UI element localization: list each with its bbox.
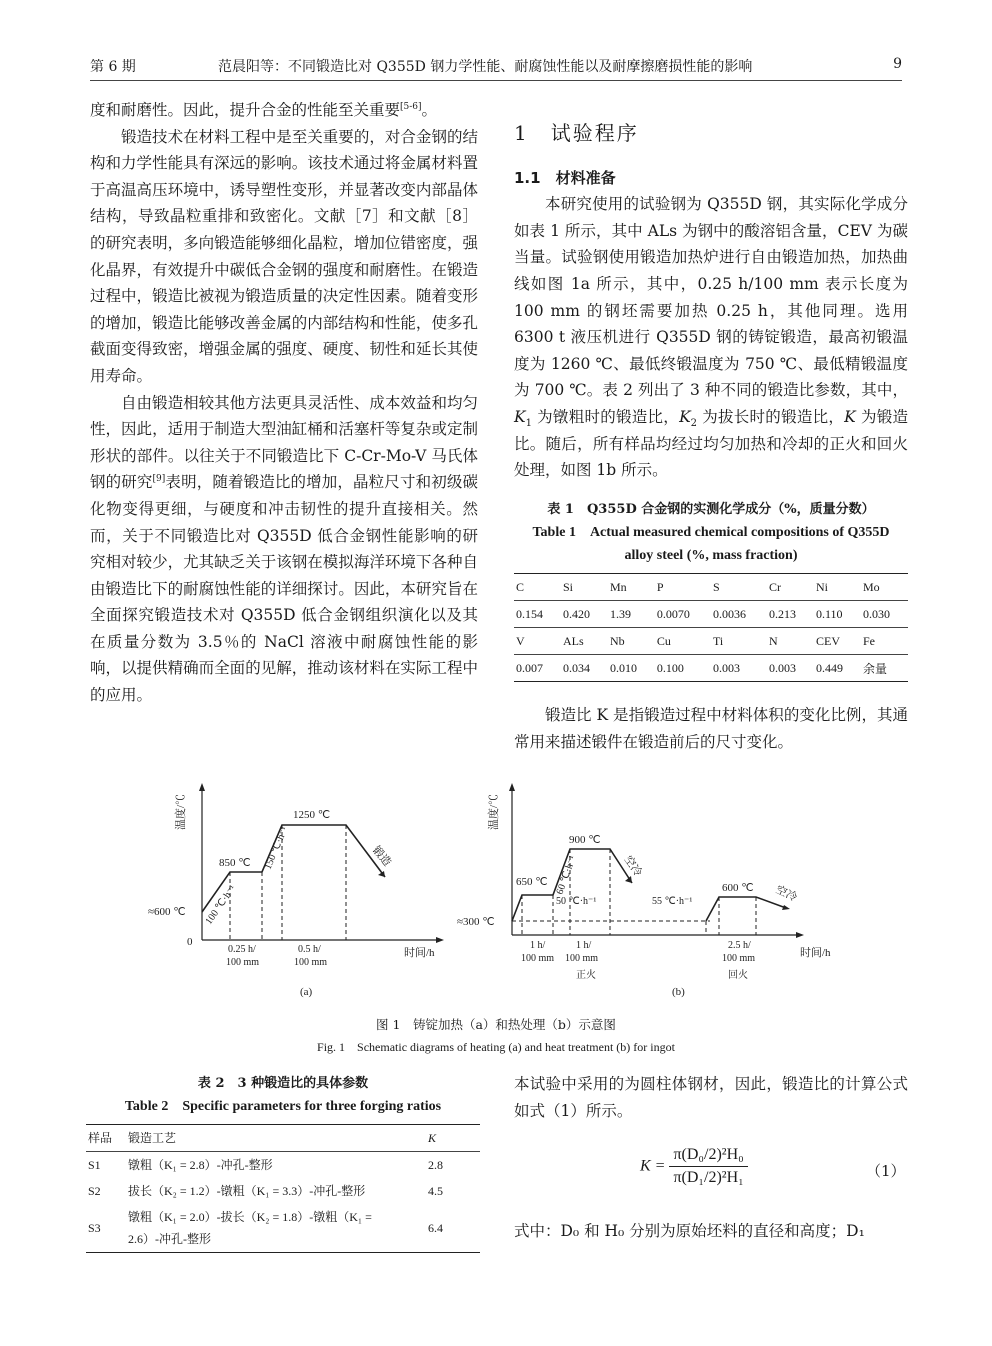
equation-denominator: π(D₁/2)²H₁ <box>673 1169 744 1186</box>
figure1b-rate-55: 55 ℃·h⁻¹ <box>652 896 693 907</box>
paragraph-continued: 度和耐磨性。因此，提升合金的性能至关重要[5-6]。 <box>90 101 438 119</box>
issue-number: 第 6 期 <box>90 59 136 75</box>
figure1b-temp-650: 650 ℃ <box>516 876 548 888</box>
right-column-footer-text <box>514 1218 908 1245</box>
figure1b-tick2: 1 h/ <box>576 940 592 951</box>
figure1b-panel-label: (b) <box>672 986 685 998</box>
page-number: 9 <box>893 56 902 72</box>
table1-caption-cn: 表 1 Q355D 合金钢的实测化学成分（%，质量分数） <box>547 502 875 517</box>
table-row: 0.007 0.034 0.010 0.100 0.003 0.003 0.449 余量 <box>516 660 887 676</box>
figure1a-origin: 0 <box>187 936 193 948</box>
equation-1 <box>640 1146 748 1187</box>
paragraph-forging-intro: 锻造技术在材料工程中是至关重要的，对合金钢的结构和力学性能具有深远的影响。该技术通过将金属材料置于高温高压环境中，诱导塑性变形，并显著改变内部晶体结构，导致晶粒重排和致密化。文献［7］和文献［8］的研究表明，多向锻造能够细化晶粒，增加位错密度，强化晶界，有效提升中碳低合金钢的强度和耐磨性。在锻造过程中，锻造比被视为锻造质量的决定性因素。随着变形的增加，锻造比能够改善金属的内部结构和性能，使多孔截面变得致密，增强金属的强度、硬度、韧性和延长其使用寿命。 <box>90 127 478 385</box>
paragraph-materials: 本研究使用的试验钢为 Q355D 钢，其实际化学成分如表 1 所示，其中 ALs 为钢中的酸溶铝含量，CEV 为碳当量。试验钢使用锻造加热炉进行自由锻造加热，加热曲线如图 1a 所示，其中，0.25 h/100 mm 表示长度为 100 mm 的钢坯需要加热 0.25 h，其他同理。选用 6300 t 液压机进行 Q355D 钢的铸锭锻造，最高初锻温度为 1260 ℃、最低终锻温度为 750 ℃、最低精锻温度为 700 ℃。表 2 列出了 3 种不同的锻造比参数，其中，$K_1$ 为镦粗时的锻造比，$K_2$ 为拔长时的锻造比，K 为锻造比。随后，所有样品均经过均匀加热和冷却的正火和回火处理，如图 1b 所示。 <box>514 195 908 480</box>
figure1a-tick1-unit: 100 mm <box>226 957 260 968</box>
table2-caption-cn: 表 2 3 种锻造比的具体参数 <box>197 1076 369 1091</box>
figure1a-panel-label: (a) <box>300 986 313 998</box>
table1-caption-en-2: alloy steel (%, mass fraction) <box>624 548 798 563</box>
figure1a-temp-850: 850 ℃ <box>219 857 251 869</box>
figure1b-ylabel: 温度/℃ <box>488 793 500 830</box>
figure1b-temp-900: 900 ℃ <box>569 834 601 846</box>
figure1a-xlabel: 时间/h <box>404 947 435 959</box>
paragraph-formula-intro: 本试验中采用的为圆柱体钢材，因此，锻造比的计算公式如式（1）所示。 <box>514 1075 908 1120</box>
equation-numerator: π(D₀/2)²H₀ <box>669 1146 747 1167</box>
left-column <box>90 97 478 709</box>
figure1a-ylabel: 温度/℃ <box>175 793 187 830</box>
right-column <box>514 104 908 484</box>
figure1-diagrams <box>0 775 992 1005</box>
figure1b-heat-treatment-diagram <box>457 783 831 998</box>
section-title: 1 试验程序 <box>514 121 639 145</box>
table-row: 0.154 0.420 1.39 0.0070 0.0036 0.213 0.110 0.030 <box>516 606 890 621</box>
table-row: S2 拔长（K₂ = 1.2）-镦粗（K₁ = 3.3）-冲孔-整形 4.5 <box>88 1184 443 1198</box>
figure1b-cool-label-2: 空冷 <box>773 883 799 905</box>
figure1a-temp-600: ≈600 ℃ <box>148 906 186 918</box>
figure1a-tick2-unit: 100 mm <box>294 957 328 968</box>
table-row: S1 镦粗（K₁ = 2.8）-冲孔-整形 2.8 <box>88 1158 443 1172</box>
paragraph-forging-ratio: 锻造比 K 是指锻造过程中材料体积的变化比例，其通常用来描述锻件在锻造前后的尺寸变化。 <box>514 706 908 751</box>
figure1b-tick1-unit: 100 mm <box>521 953 555 964</box>
figure1b-tick2-unit: 100 mm <box>565 953 599 964</box>
table-header-row: V ALs Nb Cu Ti N CEV Fe <box>514 628 908 655</box>
right-column-bottom <box>514 1071 908 1124</box>
figure1b-tick1: 1 h/ <box>530 940 546 951</box>
equation-number: （1） <box>866 1162 906 1180</box>
figure1b-rate-50: 50 ℃·h⁻¹ <box>556 896 597 907</box>
running-title: 范晨阳等：不同锻造比对 Q355D 钢力学性能、耐腐蚀性能以及耐摩擦磨损性能的影响 <box>218 59 753 75</box>
table1-block <box>514 498 908 682</box>
figure1a-rate-150: 150 ℃·h⁻¹ <box>262 825 291 872</box>
table-row: S3 镦粗（K₁ = 2.0）-拔长（K₂ = 1.8）-镦粗（K₁ = 2.6）-冲孔-整形 6.4 <box>88 1210 443 1246</box>
figure1a-heating-diagram <box>148 783 444 998</box>
right-column-continued <box>514 702 908 755</box>
figure1-caption-cn: 图 1 铸锭加热（a）和热处理（b）示意图 <box>376 1017 616 1032</box>
subsection-title: 1.1 材料准备 <box>514 168 616 187</box>
figure1b-xlabel: 时间/h <box>800 947 831 959</box>
composition-table <box>514 573 908 682</box>
equation-lhs: K = <box>640 1157 666 1175</box>
figure1a-temp-1250: 1250 ℃ <box>293 809 331 821</box>
figure1b-cool-label-1: 空冷 <box>621 853 644 879</box>
figure1a-forging-label: 锻造 <box>369 844 394 869</box>
table-header-row: 样品 锻造工艺 K <box>86 1125 480 1152</box>
figure1b-tick3: 2.5 h/ <box>728 940 751 951</box>
paragraph-variable-definitions: 式中：D₀ 和 H₀ 分别为原始坯料的直径和高度；D₁ <box>514 1222 865 1240</box>
figure1b-temp-300: ≈300 ℃ <box>457 916 495 928</box>
figure1a-rate-100: 100 ℃·h⁻¹ <box>203 883 239 927</box>
forging-ratio-table <box>86 1124 480 1253</box>
figure1b-temper-label: 回火 <box>728 970 748 981</box>
running-header <box>90 52 902 81</box>
figure1a-tick2: 0.5 h/ <box>298 944 321 955</box>
paragraph-free-forging: 自由锻造相较其他方法更具灵活性、成本效益和均匀性，因此，适用于制造大型油缸桶和活塞杆等复杂或定制形状的部件。以往关于不同锻造比下 C-Cr-Mo-V 马氏体钢的研究[9]表明，随着锻造比的增加，晶粒尺寸和初级碳化物变得更细，与硬度和冲击韧性的提升直接相关。然而，关于不同锻造比对 Q355D 低合金钢性能影响的研究相对较少，尤其缺乏关于该钢在模拟海洋环境下各种自由锻造比下的耐腐蚀性能的详细探讨。因此，本研究旨在全面探究锻造技术对 Q355D 低合金钢组织演化以及其在质量分数为 3.5％的 NaCl 溶液中耐腐蚀性能的影响，以提供精确而全面的见解，推动该材料在实际工程中的应用。 <box>90 393 478 705</box>
figure1b-normalize-label: 正火 <box>576 970 596 981</box>
figure1b-rate-60: 60 ℃·h⁻¹ <box>554 854 579 897</box>
table2-block <box>86 1072 480 1253</box>
figure1-caption-en: Fig. 1 Schematic diagrams of heating (a) and heat treatment (b) for ingot <box>317 1040 675 1054</box>
equation-fraction <box>669 1146 747 1187</box>
table-header-row: C Si Mn P S Cr Ni Mo <box>514 574 908 601</box>
table1-caption-en: Table 1 Actual measured chemical compositions of Q355D <box>532 525 890 540</box>
figure1b-temp-600: 600 ℃ <box>722 882 754 894</box>
figure1a-tick1: 0.25 h/ <box>228 944 256 955</box>
figure1b-tick3-unit: 100 mm <box>722 953 756 964</box>
table2-caption-en: Table 2 Specific parameters for three forging ratios <box>124 1099 442 1114</box>
